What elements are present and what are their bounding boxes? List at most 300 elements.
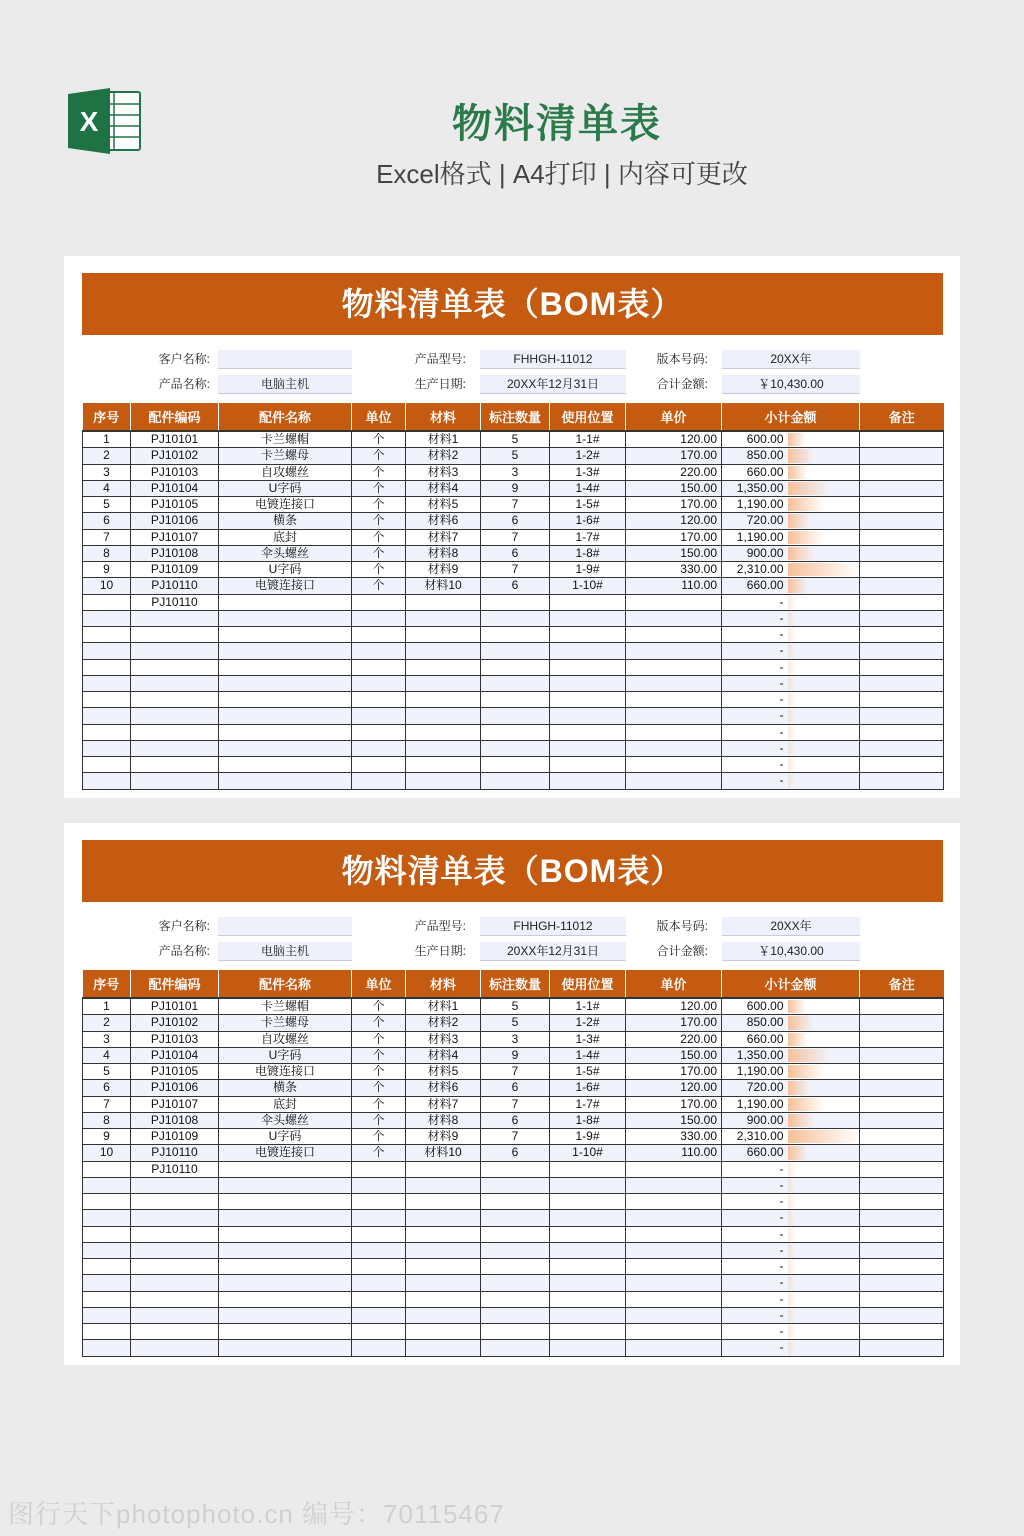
cell-name[interactable]: [219, 740, 352, 756]
cell-unit[interactable]: [352, 1161, 406, 1177]
cell-price[interactable]: 120.00: [626, 998, 722, 1015]
cell-code[interactable]: PJ10103: [131, 464, 219, 480]
cell-note[interactable]: [860, 1340, 944, 1356]
cell-position[interactable]: [550, 1242, 626, 1258]
table-row[interactable]: [83, 1226, 944, 1242]
cell-note[interactable]: [860, 594, 944, 610]
cell-position[interactable]: [550, 692, 626, 708]
cell-code[interactable]: [131, 1340, 219, 1356]
cell-name[interactable]: [219, 1210, 352, 1226]
cell-material[interactable]: 材料1: [406, 431, 481, 448]
product-name-field[interactable]: 电脑主机: [218, 375, 352, 394]
cell-material[interactable]: [406, 1161, 481, 1177]
cell-price[interactable]: 170.00: [626, 497, 722, 513]
cell-note[interactable]: [860, 659, 944, 675]
total-field[interactable]: ￥10,430.00: [722, 375, 860, 394]
cell-price[interactable]: 170.00: [626, 448, 722, 464]
cell-material[interactable]: 材料7: [406, 529, 481, 545]
cell-price[interactable]: 220.00: [626, 464, 722, 480]
cell-unit[interactable]: 个: [352, 1112, 406, 1128]
cell-material[interactable]: [406, 757, 481, 773]
cell-price[interactable]: [626, 659, 722, 675]
cell-code[interactable]: PJ10104: [131, 480, 219, 496]
cell-name[interactable]: 自攻螺丝: [219, 1031, 352, 1047]
cell-subtotal[interactable]: -: [722, 740, 788, 756]
cell-unit[interactable]: [352, 1291, 406, 1307]
cell-note[interactable]: [860, 1324, 944, 1340]
table-row[interactable]: [83, 594, 944, 610]
cell-note[interactable]: [860, 545, 944, 561]
cell-subtotal[interactable]: 1,190.00: [722, 1064, 788, 1080]
cell-unit[interactable]: [352, 1177, 406, 1193]
table-row[interactable]: [83, 545, 944, 561]
cell-note[interactable]: [860, 497, 944, 513]
table-row[interactable]: [83, 643, 944, 659]
table-row[interactable]: [83, 708, 944, 724]
cell-note[interactable]: [860, 773, 944, 789]
table-row[interactable]: [83, 1177, 944, 1193]
table-row[interactable]: [83, 431, 944, 448]
cell-name[interactable]: U字码: [219, 1129, 352, 1145]
customer-field[interactable]: [218, 917, 352, 936]
cell-position[interactable]: 1-5#: [550, 1064, 626, 1080]
cell-price[interactable]: [626, 692, 722, 708]
cell-unit[interactable]: [352, 1307, 406, 1323]
cell-price[interactable]: [626, 1324, 722, 1340]
cell-subtotal[interactable]: -: [722, 675, 788, 691]
cell-subtotal[interactable]: -: [722, 1177, 788, 1193]
cell-subtotal[interactable]: -: [722, 724, 788, 740]
cell-unit[interactable]: [352, 692, 406, 708]
cell-note[interactable]: [860, 610, 944, 626]
cell-material[interactable]: 材料8: [406, 545, 481, 561]
cell-position[interactable]: [550, 643, 626, 659]
cell-no[interactable]: 1: [83, 998, 131, 1015]
cell-unit[interactable]: [352, 1210, 406, 1226]
cell-code[interactable]: PJ10107: [131, 529, 219, 545]
cell-position[interactable]: 1-2#: [550, 1015, 626, 1031]
cell-note[interactable]: [860, 643, 944, 659]
cell-unit[interactable]: [352, 724, 406, 740]
cell-qty[interactable]: [481, 1226, 550, 1242]
cell-note[interactable]: [860, 1275, 944, 1291]
cell-material[interactable]: [406, 675, 481, 691]
cell-material[interactable]: 材料10: [406, 578, 481, 594]
cell-no[interactable]: [83, 1194, 131, 1210]
cell-material[interactable]: [406, 1340, 481, 1356]
cell-price[interactable]: [626, 1161, 722, 1177]
cell-position[interactable]: [550, 1194, 626, 1210]
cell-qty[interactable]: 7: [481, 529, 550, 545]
cell-name[interactable]: [219, 724, 352, 740]
cell-code[interactable]: [131, 1324, 219, 1340]
cell-qty[interactable]: 5: [481, 448, 550, 464]
cell-code[interactable]: [131, 740, 219, 756]
cell-position[interactable]: [550, 1340, 626, 1356]
cell-no[interactable]: 10: [83, 1145, 131, 1161]
cell-subtotal[interactable]: -: [722, 1161, 788, 1177]
cell-no[interactable]: [83, 1226, 131, 1242]
cell-unit[interactable]: 个: [352, 1015, 406, 1031]
table-row[interactable]: [83, 529, 944, 545]
cell-name[interactable]: 电镀连接口: [219, 497, 352, 513]
cell-material[interactable]: [406, 1307, 481, 1323]
cell-unit[interactable]: 个: [352, 480, 406, 496]
cell-price[interactable]: [626, 708, 722, 724]
cell-note[interactable]: [860, 578, 944, 594]
cell-code[interactable]: PJ10102: [131, 1015, 219, 1031]
cell-code[interactable]: PJ10110: [131, 1161, 219, 1177]
cell-name[interactable]: U字码: [219, 562, 352, 578]
cell-qty[interactable]: [481, 1210, 550, 1226]
cell-qty[interactable]: 6: [481, 1145, 550, 1161]
version-field[interactable]: 20XX年: [722, 350, 860, 369]
cell-material[interactable]: 材料4: [406, 1047, 481, 1063]
cell-name[interactable]: [219, 1340, 352, 1356]
cell-qty[interactable]: 5: [481, 431, 550, 448]
cell-code[interactable]: [131, 1307, 219, 1323]
cell-qty[interactable]: 6: [481, 1112, 550, 1128]
cell-no[interactable]: [83, 675, 131, 691]
cell-no[interactable]: 7: [83, 1096, 131, 1112]
cell-qty[interactable]: 7: [481, 497, 550, 513]
table-row[interactable]: [83, 1259, 944, 1275]
cell-unit[interactable]: [352, 757, 406, 773]
cell-note[interactable]: [860, 562, 944, 578]
cell-material[interactable]: [406, 1259, 481, 1275]
cell-no[interactable]: 9: [83, 1129, 131, 1145]
cell-code[interactable]: PJ10105: [131, 497, 219, 513]
cell-price[interactable]: [626, 1259, 722, 1275]
cell-no[interactable]: 8: [83, 545, 131, 561]
cell-material[interactable]: [406, 708, 481, 724]
cell-name[interactable]: 底封: [219, 529, 352, 545]
cell-subtotal[interactable]: -: [722, 1210, 788, 1226]
cell-unit[interactable]: 个: [352, 497, 406, 513]
table-row[interactable]: [83, 1096, 944, 1112]
cell-no[interactable]: 4: [83, 480, 131, 496]
cell-code[interactable]: [131, 627, 219, 643]
cell-position[interactable]: [550, 659, 626, 675]
cell-unit[interactable]: 个: [352, 1080, 406, 1096]
cell-no[interactable]: [83, 1177, 131, 1193]
cell-name[interactable]: 电镀连接口: [219, 1064, 352, 1080]
cell-position[interactable]: [550, 627, 626, 643]
cell-unit[interactable]: [352, 1275, 406, 1291]
cell-unit[interactable]: [352, 643, 406, 659]
cell-material[interactable]: 材料2: [406, 448, 481, 464]
cell-unit[interactable]: [352, 594, 406, 610]
cell-material[interactable]: [406, 1291, 481, 1307]
cell-material[interactable]: [406, 1242, 481, 1258]
production-date-field[interactable]: 20XX年12月31日: [480, 942, 626, 961]
cell-subtotal[interactable]: -: [722, 1340, 788, 1356]
cell-name[interactable]: [219, 1259, 352, 1275]
cell-position[interactable]: [550, 610, 626, 626]
cell-name[interactable]: 卡兰螺帽: [219, 431, 352, 448]
cell-price[interactable]: 120.00: [626, 431, 722, 448]
cell-position[interactable]: 1-1#: [550, 998, 626, 1015]
cell-code[interactable]: PJ10108: [131, 1112, 219, 1128]
cell-position[interactable]: 1-3#: [550, 464, 626, 480]
cell-no[interactable]: 5: [83, 1064, 131, 1080]
cell-note[interactable]: [860, 724, 944, 740]
cell-name[interactable]: 卡兰螺帽: [219, 998, 352, 1015]
cell-qty[interactable]: [481, 757, 550, 773]
table-row[interactable]: [83, 1145, 944, 1161]
cell-unit[interactable]: 个: [352, 448, 406, 464]
cell-price[interactable]: [626, 773, 722, 789]
cell-price[interactable]: 120.00: [626, 513, 722, 529]
cell-subtotal[interactable]: 720.00: [722, 1080, 788, 1096]
product-name-field[interactable]: 电脑主机: [218, 942, 352, 961]
cell-position[interactable]: 1-7#: [550, 1096, 626, 1112]
cell-position[interactable]: 1-3#: [550, 1031, 626, 1047]
cell-note[interactable]: [860, 464, 944, 480]
cell-position[interactable]: [550, 740, 626, 756]
cell-position[interactable]: 1-4#: [550, 480, 626, 496]
cell-note[interactable]: [860, 1031, 944, 1047]
cell-unit[interactable]: 个: [352, 1129, 406, 1145]
cell-note[interactable]: [860, 740, 944, 756]
cell-no[interactable]: 5: [83, 497, 131, 513]
cell-price[interactable]: [626, 675, 722, 691]
cell-note[interactable]: [860, 998, 944, 1015]
table-row[interactable]: [83, 464, 944, 480]
cell-qty[interactable]: 6: [481, 1080, 550, 1096]
cell-unit[interactable]: [352, 1324, 406, 1340]
cell-name[interactable]: [219, 1194, 352, 1210]
cell-name[interactable]: [219, 1291, 352, 1307]
table-row[interactable]: [83, 1080, 944, 1096]
cell-subtotal[interactable]: -: [722, 1307, 788, 1323]
cell-note[interactable]: [860, 1226, 944, 1242]
cell-code[interactable]: [131, 1259, 219, 1275]
cell-name[interactable]: 伞头螺丝: [219, 545, 352, 561]
cell-subtotal[interactable]: 600.00: [722, 998, 788, 1015]
cell-name[interactable]: [219, 692, 352, 708]
table-row[interactable]: [83, 1194, 944, 1210]
cell-qty[interactable]: [481, 1242, 550, 1258]
cell-qty[interactable]: 7: [481, 1096, 550, 1112]
cell-position[interactable]: [550, 757, 626, 773]
cell-price[interactable]: [626, 1194, 722, 1210]
version-field[interactable]: 20XX年: [722, 917, 860, 936]
cell-price[interactable]: 330.00: [626, 562, 722, 578]
cell-price[interactable]: [626, 724, 722, 740]
cell-name[interactable]: [219, 1161, 352, 1177]
cell-code[interactable]: PJ10101: [131, 998, 219, 1015]
cell-price[interactable]: [626, 610, 722, 626]
cell-no[interactable]: [83, 724, 131, 740]
product-model-field[interactable]: FHHGH-11012: [480, 917, 626, 936]
cell-subtotal[interactable]: -: [722, 1291, 788, 1307]
cell-subtotal[interactable]: -: [722, 1194, 788, 1210]
cell-name[interactable]: [219, 659, 352, 675]
cell-material[interactable]: [406, 643, 481, 659]
cell-code[interactable]: [131, 675, 219, 691]
cell-qty[interactable]: [481, 1275, 550, 1291]
cell-qty[interactable]: 7: [481, 1129, 550, 1145]
cell-no[interactable]: 6: [83, 513, 131, 529]
cell-price[interactable]: 110.00: [626, 1145, 722, 1161]
cell-unit[interactable]: [352, 1242, 406, 1258]
cell-name[interactable]: 横条: [219, 1080, 352, 1096]
table-row[interactable]: [83, 659, 944, 675]
cell-no[interactable]: 2: [83, 1015, 131, 1031]
cell-subtotal[interactable]: -: [722, 1259, 788, 1275]
cell-qty[interactable]: 5: [481, 1015, 550, 1031]
cell-subtotal[interactable]: 600.00: [722, 431, 788, 448]
cell-no[interactable]: [83, 1307, 131, 1323]
cell-subtotal[interactable]: 900.00: [722, 1112, 788, 1128]
cell-code[interactable]: PJ10108: [131, 545, 219, 561]
cell-no[interactable]: [83, 1161, 131, 1177]
cell-price[interactable]: 120.00: [626, 1080, 722, 1096]
cell-qty[interactable]: [481, 659, 550, 675]
cell-price[interactable]: 220.00: [626, 1031, 722, 1047]
cell-note[interactable]: [860, 1129, 944, 1145]
cell-note[interactable]: [860, 1112, 944, 1128]
cell-price[interactable]: [626, 1210, 722, 1226]
cell-position[interactable]: 1-6#: [550, 513, 626, 529]
cell-material[interactable]: [406, 740, 481, 756]
cell-material[interactable]: 材料9: [406, 562, 481, 578]
cell-subtotal[interactable]: 850.00: [722, 1015, 788, 1031]
cell-note[interactable]: [860, 627, 944, 643]
cell-code[interactable]: PJ10105: [131, 1064, 219, 1080]
cell-name[interactable]: 自攻螺丝: [219, 464, 352, 480]
cell-subtotal[interactable]: -: [722, 594, 788, 610]
cell-subtotal[interactable]: 2,310.00: [722, 562, 788, 578]
cell-note[interactable]: [860, 1242, 944, 1258]
cell-unit[interactable]: [352, 675, 406, 691]
cell-note[interactable]: [860, 1096, 944, 1112]
cell-position[interactable]: 1-8#: [550, 1112, 626, 1128]
cell-material[interactable]: 材料8: [406, 1112, 481, 1128]
cell-subtotal[interactable]: 1,350.00: [722, 1047, 788, 1063]
cell-subtotal[interactable]: -: [722, 1242, 788, 1258]
cell-unit[interactable]: 个: [352, 513, 406, 529]
table-row[interactable]: [83, 1047, 944, 1063]
cell-no[interactable]: [83, 692, 131, 708]
cell-code[interactable]: [131, 1226, 219, 1242]
cell-position[interactable]: 1-7#: [550, 529, 626, 545]
cell-code[interactable]: PJ10110: [131, 594, 219, 610]
table-row[interactable]: [83, 1291, 944, 1307]
cell-position[interactable]: [550, 1307, 626, 1323]
product-model-field[interactable]: FHHGH-11012: [480, 350, 626, 369]
cell-qty[interactable]: [481, 692, 550, 708]
cell-material[interactable]: [406, 610, 481, 626]
cell-price[interactable]: 110.00: [626, 578, 722, 594]
cell-code[interactable]: [131, 692, 219, 708]
cell-note[interactable]: [860, 1145, 944, 1161]
cell-price[interactable]: 150.00: [626, 545, 722, 561]
cell-subtotal[interactable]: 850.00: [722, 448, 788, 464]
cell-no[interactable]: [83, 1210, 131, 1226]
cell-material[interactable]: 材料5: [406, 1064, 481, 1080]
cell-code[interactable]: [131, 643, 219, 659]
cell-code[interactable]: PJ10107: [131, 1096, 219, 1112]
cell-price[interactable]: 150.00: [626, 480, 722, 496]
cell-price[interactable]: [626, 1340, 722, 1356]
cell-qty[interactable]: 9: [481, 480, 550, 496]
cell-qty[interactable]: [481, 1259, 550, 1275]
cell-unit[interactable]: 个: [352, 529, 406, 545]
table-row[interactable]: [83, 1324, 944, 1340]
cell-position[interactable]: 1-5#: [550, 497, 626, 513]
table-row[interactable]: [83, 692, 944, 708]
cell-note[interactable]: [860, 1064, 944, 1080]
cell-material[interactable]: [406, 1177, 481, 1193]
table-row[interactable]: [83, 1129, 944, 1145]
cell-subtotal[interactable]: 1,190.00: [722, 497, 788, 513]
cell-subtotal[interactable]: 1,350.00: [722, 480, 788, 496]
cell-name[interactable]: [219, 1307, 352, 1323]
cell-price[interactable]: [626, 1275, 722, 1291]
table-row[interactable]: [83, 627, 944, 643]
cell-material[interactable]: 材料9: [406, 1129, 481, 1145]
cell-name[interactable]: [219, 675, 352, 691]
cell-note[interactable]: [860, 448, 944, 464]
cell-position[interactable]: 1-2#: [550, 448, 626, 464]
table-row[interactable]: [83, 1242, 944, 1258]
cell-no[interactable]: 3: [83, 464, 131, 480]
cell-position[interactable]: [550, 708, 626, 724]
cell-subtotal[interactable]: -: [722, 1226, 788, 1242]
cell-no[interactable]: [83, 1324, 131, 1340]
cell-name[interactable]: [219, 643, 352, 659]
cell-price[interactable]: [626, 1307, 722, 1323]
cell-no[interactable]: 9: [83, 562, 131, 578]
cell-code[interactable]: PJ10110: [131, 578, 219, 594]
cell-code[interactable]: [131, 1210, 219, 1226]
cell-no[interactable]: 7: [83, 529, 131, 545]
cell-unit[interactable]: [352, 773, 406, 789]
cell-position[interactable]: [550, 724, 626, 740]
cell-name[interactable]: [219, 1242, 352, 1258]
cell-unit[interactable]: 个: [352, 545, 406, 561]
cell-code[interactable]: [131, 1194, 219, 1210]
table-row[interactable]: [83, 1064, 944, 1080]
cell-note[interactable]: [860, 1161, 944, 1177]
cell-note[interactable]: [860, 757, 944, 773]
cell-no[interactable]: [83, 643, 131, 659]
cell-note[interactable]: [860, 1307, 944, 1323]
cell-no[interactable]: 1: [83, 431, 131, 448]
cell-material[interactable]: [406, 1324, 481, 1340]
cell-no[interactable]: [83, 1242, 131, 1258]
cell-code[interactable]: PJ10106: [131, 1080, 219, 1096]
total-field[interactable]: ￥10,430.00: [722, 942, 860, 961]
cell-name[interactable]: [219, 1275, 352, 1291]
cell-code[interactable]: PJ10103: [131, 1031, 219, 1047]
cell-material[interactable]: [406, 627, 481, 643]
cell-position[interactable]: [550, 1324, 626, 1340]
cell-position[interactable]: 1-6#: [550, 1080, 626, 1096]
cell-position[interactable]: 1-1#: [550, 431, 626, 448]
cell-qty[interactable]: 6: [481, 545, 550, 561]
cell-material[interactable]: 材料5: [406, 497, 481, 513]
cell-price[interactable]: [626, 643, 722, 659]
cell-unit[interactable]: 个: [352, 578, 406, 594]
cell-unit[interactable]: 个: [352, 1145, 406, 1161]
cell-no[interactable]: [83, 594, 131, 610]
cell-note[interactable]: [860, 480, 944, 496]
table-row[interactable]: [83, 497, 944, 513]
table-row[interactable]: [83, 724, 944, 740]
